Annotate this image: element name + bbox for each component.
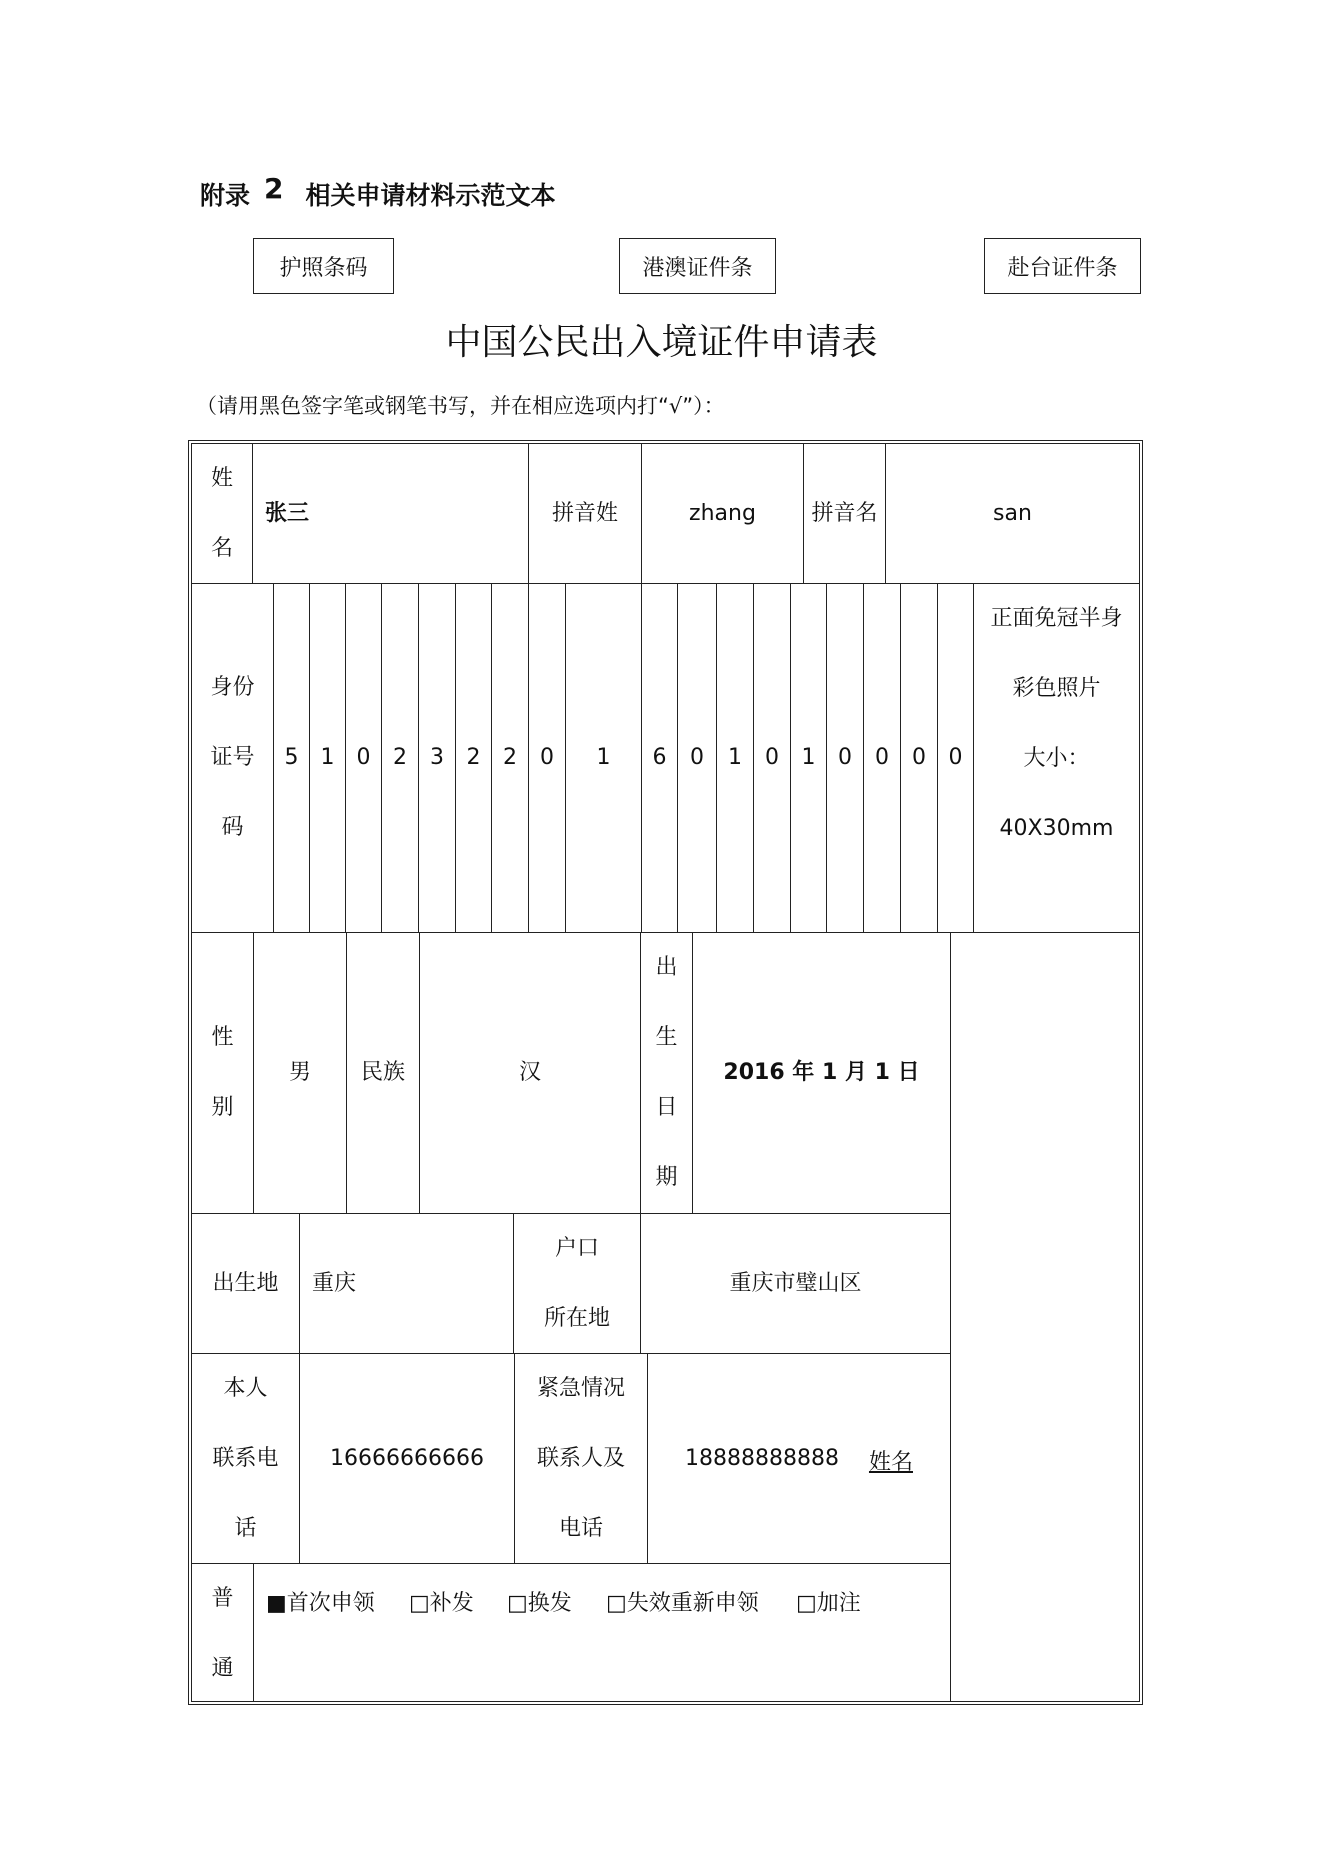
option-first-application[interactable]: ■首次申领: [266, 1591, 375, 1616]
phone-label: [191, 1353, 300, 1564]
pinyin-given-label: 拼音名: [803, 443, 886, 584]
application-type-options: [253, 1563, 951, 1702]
id-digit-cell[interactable]: 2: [455, 583, 492, 933]
form-instruction: （请用黑色签字笔或钢笔书写，并在相应选项内打“√”）：: [196, 394, 725, 418]
emergency-label-line1: 紧急情况: [536, 1375, 625, 1401]
emergency-contact-value[interactable]: [647, 1353, 951, 1564]
id-digit-cell[interactable]: 0: [677, 583, 717, 933]
id-digit-cell[interactable]: 0: [345, 583, 382, 933]
birthplace-label: 出生地: [191, 1213, 300, 1354]
name-label: [191, 443, 253, 584]
appendix-number: 2: [264, 172, 284, 205]
pinyin-given-value[interactable]: san: [885, 443, 1140, 584]
id-number-label: [191, 583, 274, 933]
name-label-line2: 名: [210, 535, 233, 561]
passport-barcode-box: 护照条码: [253, 238, 394, 294]
dob-label-line4: 期: [655, 1165, 678, 1190]
phone-label-line1: 本人: [223, 1375, 268, 1401]
photo-note-line1: 正面免冠半身: [990, 606, 1123, 631]
birthplace-value[interactable]: 重庆: [299, 1213, 514, 1354]
id-digit-cell[interactable]: 1: [790, 583, 827, 933]
id-digit-cell[interactable]: 1: [565, 583, 642, 933]
sex-label-line2: 别: [211, 1095, 234, 1120]
id-digit-cell[interactable]: 1: [309, 583, 346, 933]
dob-label-line3: 日: [655, 1095, 678, 1120]
hk-macau-barcode-box: 港澳证件条: [619, 238, 776, 294]
ethnicity-value[interactable]: 汉: [419, 932, 641, 1214]
emergency-name: 姓名: [868, 1449, 913, 1475]
id-digit-cell[interactable]: 1: [716, 583, 754, 933]
taiwan-barcode-box: 赴台证件条: [984, 238, 1141, 294]
appendix-prefix: 附录: [200, 181, 251, 210]
option-endorsement[interactable]: □加注: [796, 1591, 861, 1616]
emergency-label-line3: 电话: [558, 1515, 603, 1541]
id-digit-cell[interactable]: 5: [273, 583, 310, 933]
birth-date-label: [640, 932, 693, 1214]
id-digit-cell[interactable]: 2: [491, 583, 529, 933]
emergency-phone: 18888888888: [685, 1445, 839, 1471]
phone-label-line3: 话: [234, 1515, 257, 1541]
ethnicity-label: 民族: [346, 932, 420, 1214]
photo-column: [950, 932, 1140, 1702]
dob-label-line1: 出: [655, 955, 678, 980]
pinyin-surname-label: 拼音姓: [528, 443, 642, 584]
dob-label-line2: 生: [655, 1025, 678, 1050]
appendix-heading: [200, 172, 556, 212]
form-title: 中国公民出入境证件申请表: [445, 322, 878, 363]
pinyin-surname-value[interactable]: zhang: [641, 443, 804, 584]
sex-label-line1: 性: [211, 1025, 234, 1050]
sex-label: [191, 932, 254, 1214]
id-label-line2: 证号: [210, 745, 255, 770]
id-digit-cell[interactable]: 0: [528, 583, 566, 933]
hukou-label: [513, 1213, 641, 1354]
phone-label-line2: 联系电: [212, 1445, 279, 1471]
id-digit-cell[interactable]: 0: [900, 583, 938, 933]
hukou-label-line1: 户口: [554, 1235, 599, 1261]
id-label-line3: 码: [221, 815, 244, 840]
category-label-line1: 普: [211, 1586, 234, 1611]
id-digit-cell[interactable]: 3: [418, 583, 456, 933]
sex-value[interactable]: 男: [253, 932, 347, 1214]
emergency-contact-label: [514, 1353, 648, 1564]
id-digit-cell[interactable]: 6: [641, 583, 678, 933]
id-digit-cell[interactable]: 0: [753, 583, 791, 933]
photo-note-line2: 彩色照片: [1012, 676, 1101, 701]
id-digit-cell[interactable]: 0: [863, 583, 901, 933]
appendix-title: 相关申请材料示范文本: [305, 181, 556, 210]
phone-value[interactable]: 16666666666: [299, 1353, 515, 1564]
photo-note-line3: 大小：: [1023, 746, 1090, 771]
category-label-line2: 通: [211, 1656, 234, 1681]
birth-date-value[interactable]: 2016 年 1 月 1 日: [692, 932, 951, 1214]
category-label: [191, 1563, 254, 1702]
name-label-line1: 姓: [210, 465, 233, 491]
photo-note-line4: 40X30mm: [999, 816, 1114, 841]
option-reapply-after-invalid[interactable]: □失效重新申领: [606, 1591, 759, 1616]
id-digit-cell[interactable]: 2: [381, 583, 419, 933]
photo-area[interactable]: [973, 583, 1140, 933]
option-reissue[interactable]: □补发: [409, 1591, 474, 1616]
option-replacement[interactable]: □换发: [507, 1591, 572, 1616]
emergency-label-line2: 联系人及: [536, 1445, 625, 1471]
id-digit-cell[interactable]: 0: [826, 583, 864, 933]
name-value[interactable]: 张三: [252, 443, 529, 584]
id-digit-cell[interactable]: 0: [937, 583, 974, 933]
hukou-value[interactable]: 重庆市璧山区: [640, 1213, 951, 1354]
hukou-label-line2: 所在地: [543, 1305, 610, 1331]
id-label-line1: 身份: [210, 675, 255, 700]
